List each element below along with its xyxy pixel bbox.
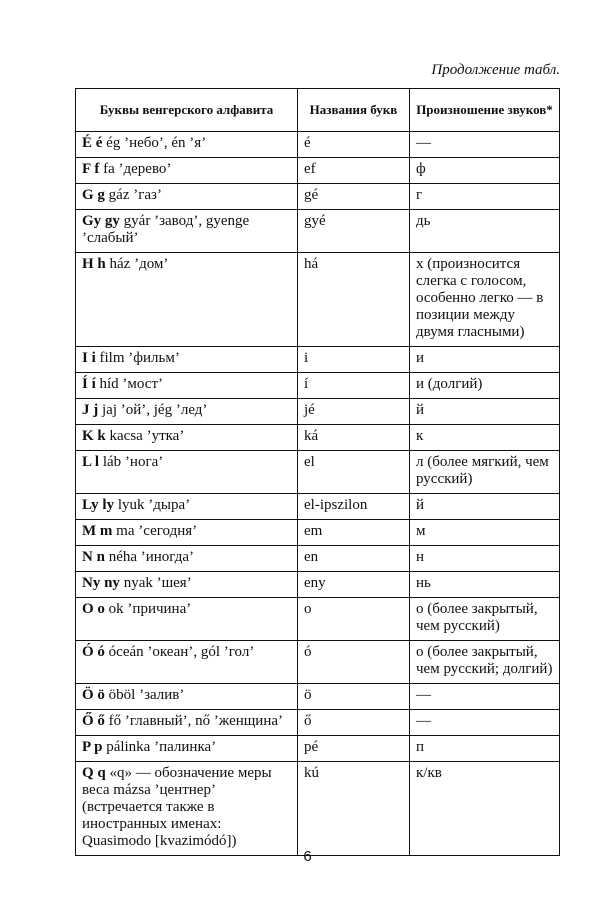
pronunciation-cell: л (более мягкий, чем русский) <box>410 451 560 494</box>
letter-pair: Ó ó <box>82 644 105 660</box>
table-row <box>76 253 560 347</box>
letter-cell <box>76 210 298 253</box>
example-words: fő ’главный’, nő ’женщина’ <box>108 713 284 729</box>
letter-pair: Gy gy <box>82 213 120 229</box>
pronunciation-cell: о (более закрытый, чем русский; долгий) <box>410 641 560 684</box>
letter-cell <box>76 425 298 451</box>
pronunciation-cell: й <box>410 399 560 425</box>
letter-cell <box>76 184 298 210</box>
letter-cell <box>76 373 298 399</box>
letter-name-cell: en <box>298 546 410 572</box>
table-row <box>76 347 560 373</box>
pronunciation-cell: и (долгий) <box>410 373 560 399</box>
example-words: film ’фильм’ <box>99 350 180 366</box>
table-body <box>76 132 560 856</box>
letter-cell <box>76 347 298 373</box>
letter-pair: Ö ö <box>82 687 105 703</box>
letter-pair: Q q <box>82 765 106 781</box>
table-row <box>76 710 560 736</box>
header-letters: Буквы венгерского алфавита <box>76 89 298 132</box>
letter-pair: Ő ő <box>82 713 105 729</box>
letter-name-cell: gyé <box>298 210 410 253</box>
table-row <box>76 399 560 425</box>
letter-pair: L l <box>82 454 100 470</box>
letter-name-cell: pé <box>298 736 410 762</box>
table-row <box>76 684 560 710</box>
letter-name-cell: em <box>298 520 410 546</box>
example-words: öböl ’залив’ <box>108 687 185 703</box>
letter-pair: Ly ly <box>82 497 115 513</box>
pronunciation-cell: — <box>410 684 560 710</box>
letter-name-cell: ő <box>298 710 410 736</box>
table-row <box>76 425 560 451</box>
example-words: kacsa ’утка’ <box>109 428 185 444</box>
header-names: Названия букв <box>298 89 410 132</box>
letter-pair: J j <box>82 402 99 418</box>
table-row <box>76 132 560 158</box>
pronunciation-cell: к <box>410 425 560 451</box>
table-row <box>76 520 560 546</box>
letter-pair: N n <box>82 549 105 565</box>
page-number: 6 <box>303 848 312 865</box>
letter-name-cell: kú <box>298 762 410 856</box>
letter-name-cell: gé <box>298 184 410 210</box>
letter-name-cell: há <box>298 253 410 347</box>
letter-name-cell: i <box>298 347 410 373</box>
letter-cell <box>76 158 298 184</box>
pronunciation-cell: х (произносится слегка с голосом, особенно легко — в позиции между двумя гласными) <box>410 253 560 347</box>
pronunciation-cell: й <box>410 494 560 520</box>
letter-cell <box>76 520 298 546</box>
table-row <box>76 736 560 762</box>
table-row <box>76 546 560 572</box>
letter-cell <box>76 684 298 710</box>
pronunciation-cell: м <box>410 520 560 546</box>
header-pronunciation: Произношение звуков* <box>410 89 560 132</box>
letter-name-cell: é <box>298 132 410 158</box>
table-row <box>76 451 560 494</box>
letter-cell <box>76 736 298 762</box>
example-words: lyuk ’дыра’ <box>117 497 191 513</box>
letter-pair: Ny ny <box>82 575 120 591</box>
letter-pair: H h <box>82 256 106 272</box>
letter-name-cell: jé <box>298 399 410 425</box>
letter-pair: P p <box>82 739 103 755</box>
example-words: néha ’иногда’ <box>108 549 194 565</box>
letter-cell <box>76 253 298 347</box>
example-words: ház ’дом’ <box>109 256 169 272</box>
table-row <box>76 158 560 184</box>
example-words: híd ’мост’ <box>99 376 164 392</box>
letter-name-cell: í <box>298 373 410 399</box>
letter-name-cell: ká <box>298 425 410 451</box>
letter-pair: G g <box>82 187 105 203</box>
pronunciation-cell: — <box>410 710 560 736</box>
pronunciation-cell: о (более закрытый, чем русский) <box>410 598 560 641</box>
letter-name-cell: eny <box>298 572 410 598</box>
table-continuation-caption: Продолжение табл. <box>431 62 560 78</box>
letter-name-cell: el <box>298 451 410 494</box>
table-row <box>76 598 560 641</box>
letter-cell <box>76 132 298 158</box>
example-words: nyak ’шея’ <box>123 575 192 591</box>
letter-pair: F f <box>82 161 100 177</box>
example-words: óceán ’океан’, gól ’гол’ <box>108 644 255 660</box>
pronunciation-cell: и <box>410 347 560 373</box>
example-words: fa ’дерево’ <box>103 161 172 177</box>
pronunciation-cell: — <box>410 132 560 158</box>
letter-cell <box>76 598 298 641</box>
table-row <box>76 572 560 598</box>
example-words: ég ’небо’, én ’я’ <box>106 135 207 151</box>
example-words: láb ’нога’ <box>102 454 164 470</box>
table-row <box>76 210 560 253</box>
letter-pair: K k <box>82 428 106 444</box>
letter-name-cell: o <box>298 598 410 641</box>
letter-name-cell: ö <box>298 684 410 710</box>
letter-cell <box>76 641 298 684</box>
pronunciation-cell: дь <box>410 210 560 253</box>
pronunciation-cell: н <box>410 546 560 572</box>
letter-cell <box>76 451 298 494</box>
example-words: ok ’причина’ <box>108 601 192 617</box>
table-row <box>76 373 560 399</box>
pronunciation-cell: ф <box>410 158 560 184</box>
letter-name-cell: ef <box>298 158 410 184</box>
example-words: jaj ’ой’, jég ’лед’ <box>102 402 208 418</box>
letter-cell <box>76 546 298 572</box>
letter-name-cell: el-ipszilon <box>298 494 410 520</box>
letter-pair: I i <box>82 350 96 366</box>
table-header-row <box>76 89 560 132</box>
example-words: «q» — обозначение меры веса mázsa ’центнер’ (встречается также в иностранных именах: Quasimodo [kvazimódó]) <box>82 765 272 849</box>
letter-cell <box>76 399 298 425</box>
letter-cell <box>76 572 298 598</box>
table-row <box>76 494 560 520</box>
pronunciation-cell: к/кв <box>410 762 560 856</box>
letter-pair: M m <box>82 523 113 539</box>
example-words: ma ’сегодня’ <box>116 523 198 539</box>
example-words: pálinka ’палинка’ <box>106 739 217 755</box>
letter-cell <box>76 710 298 736</box>
example-words: gyár ’завод’, gyenge ’слабый’ <box>82 213 250 246</box>
pronunciation-cell: г <box>410 184 560 210</box>
pronunciation-cell: нь <box>410 572 560 598</box>
letter-pair: Í í <box>82 376 96 392</box>
table-row <box>76 184 560 210</box>
letter-cell <box>76 762 298 856</box>
letter-pair: É é <box>82 135 103 151</box>
pronunciation-cell: п <box>410 736 560 762</box>
alphabet-table <box>75 88 560 856</box>
table-row <box>76 641 560 684</box>
letter-name-cell: ó <box>298 641 410 684</box>
table-row <box>76 762 560 856</box>
letter-pair: O o <box>82 601 105 617</box>
example-words: gáz ’газ’ <box>108 187 162 203</box>
letter-cell <box>76 494 298 520</box>
